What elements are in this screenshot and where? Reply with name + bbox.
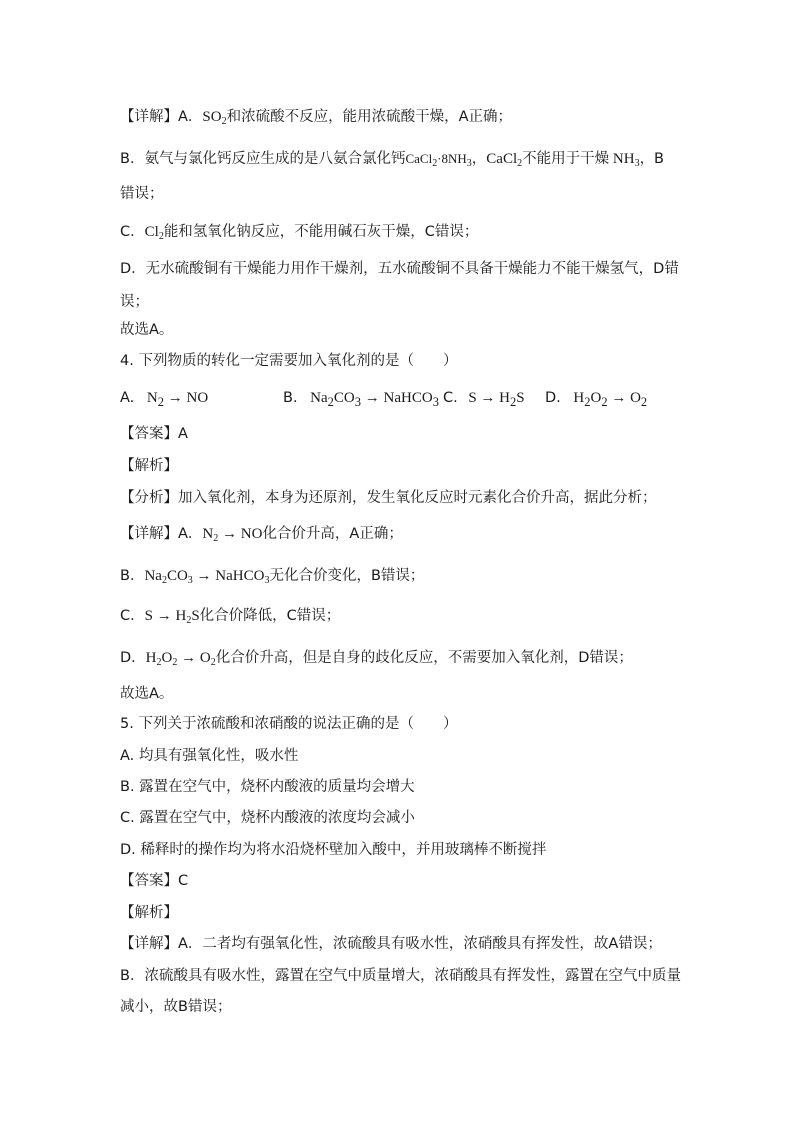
q3-detail-d-line1: D．无水硫酸铜有干燥能力用作干燥剂，五水硫酸铜不具备干燥能力不能干燥氢气，D错 [120,261,679,277]
q4-analysis-title: 【解析】 [120,458,178,474]
q4-option-a-formula: $N_2$ → NO [146,390,209,409]
q4-stem: 4. 下列物质的转化一定需要加入氧化剂的是（ ） [120,353,458,369]
formula-cacl2-8nh3: $CaCl_2\cdot 8NH_3$ [405,151,472,169]
q4-detail-c: C．$S \to H_2S$化合价降低，C错误； [120,608,341,626]
q5-detail-b-line1: B．浓硫酸具有吸水性，露置在空气中质量增大，浓硝酸具有挥发性，露置在空气中质量 [120,968,681,984]
q4-option-c: C. $S \to H_2S$ [443,390,525,409]
q4-option-b-formula: $Na_2CO_3$ → NaHCO$_3$ [310,390,439,409]
q5-stem: 5. 下列关于浓硫酸和浓硝酸的说法正确的是（ ） [120,716,458,732]
q4-option-b: B. $Na_2CO_3$ → NaHCO$_3$ [283,390,439,409]
q4-choose: 故选A。 [120,686,174,702]
formula-s-h2s: $S \to H_2S$ [144,608,200,626]
q3-detail-b-cont: 错误； [120,186,164,202]
q5-option-d: D. 稀释时的操作均为将水沿烧杯壁加入酸中，并用玻璃棒不断搅拌 [120,842,547,858]
q5-answer: 【答案】C [120,873,189,889]
q4-answer: 【答案】A [120,426,188,442]
formula-na2co3-nahco3: $Na_2CO_3$ → NaHCO$_3$ [144,568,270,586]
q3-detail-b: B．氨气与氯化钙反应生成的是八氨合氯化钙$CaCl_2\cdot 8NH_3$，CaCl$_2$不能用于干燥 $NH_3$，B [120,151,665,169]
q5-detail-a: 【详解】A．二者均有强氧化性，浓硫酸具有吸水性，浓硝酸具有挥发性，故A错误； [120,936,662,952]
formula-cl2: $Cl_2$ [144,224,164,242]
q3-detail-a: 【详解】A．$SO_2$和浓硫酸不反应，能用浓硫酸干燥，A正确； [120,109,513,127]
q3-detail-d-line2: 误； [120,294,149,310]
q5-analysis-title: 【解析】 [120,905,178,921]
q4-detail-b: B．$Na_2CO_3$ → NaHCO$_3$无化合价变化，B错误； [120,568,425,586]
q4-option-d-formula: $H_2O_2 \to O_2$ [573,390,648,409]
formula-so2: $SO_2$ [202,109,227,127]
q3-choose: 故选A。 [120,322,174,338]
q4-option-d: D. $H_2O_2 \to O_2$ [545,390,648,409]
formula-cacl2: CaCl$_2$ [486,151,523,169]
formula-nh3: $NH_3$ [609,151,640,169]
q4-detail-d: D．$H_2O_2 \to O_2$化合价升高，但是自身的歧化反应，不需要加入氧化剂，D错误； [120,650,633,668]
q3-detail-c: C．$Cl_2$能和氢氧化钠反应，不能用碱石灰干燥，C错误； [120,224,479,242]
q4-option-c-formula: $S \to H_2S$ [468,390,525,409]
q5-option-b: B. 露置在空气中，烧杯内酸液的质量均会增大 [120,779,415,795]
q5-detail-b-line2: 减小，故B错误； [120,999,232,1015]
q5-option-c: C. 露置在空气中，烧杯内酸液的浓度均会减小 [120,810,415,826]
q4-analysis: 【分析】加入氧化剂，本身为还原剂，发生氧化反应时元素化合价升高，据此分析； [120,490,657,506]
q4-option-a: A. $N_2$ → NO [120,390,209,409]
formula-n2-no: $N_2$ → NO [202,526,263,544]
q5-option-a: A. 均具有强氧化性，吸水性 [120,748,299,764]
formula-h2o2-o2: $H_2O_2 \to O_2$ [145,650,216,668]
q4-detail-a: 【详解】A．$N_2$ → NO化合价升高，A正确； [120,526,403,544]
